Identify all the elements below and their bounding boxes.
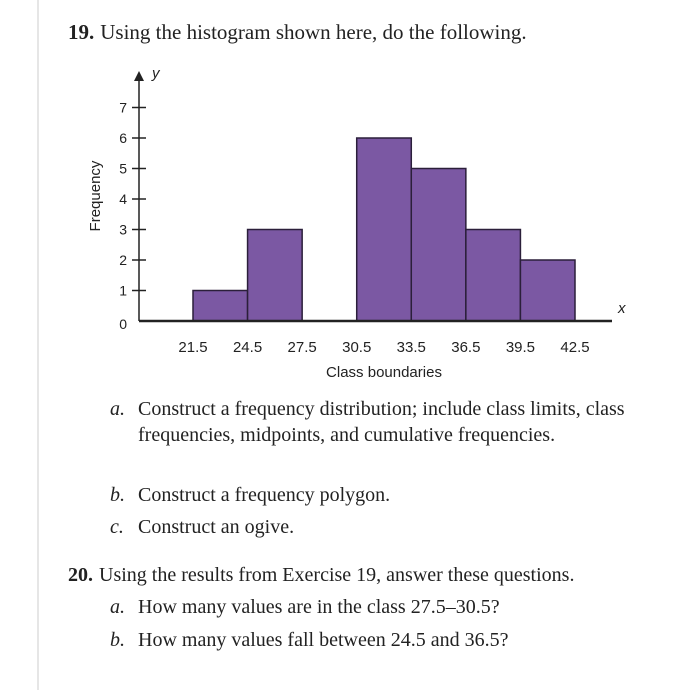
exercise-20-number: 20.	[68, 564, 93, 586]
x-tick-label: 33.5	[396, 339, 426, 356]
part-text: Construct a frequency distribution; include class limits, class frequencies, midpoints, and cumulative frequencies.	[138, 398, 625, 446]
exercise-19-prompt: Using the histogram shown here, do the following.	[100, 20, 527, 44]
part-text: How many values are in the class 27.5–30.5?	[138, 596, 500, 618]
y-tick-label: 6	[119, 130, 127, 146]
x-axis-label: Class boundaries	[326, 364, 442, 381]
x-tick-label: 27.5	[287, 339, 317, 356]
histogram-bar	[248, 230, 303, 322]
y-tick-label: 2	[119, 252, 127, 268]
y-tick-label: 5	[119, 160, 127, 177]
x-axis-symbol: x	[618, 300, 626, 317]
x-tick-label: 39.5	[505, 339, 536, 356]
origin-label: 0	[119, 316, 127, 332]
histogram-bar	[357, 138, 412, 321]
part-text: Construct an ogive.	[138, 516, 295, 538]
x-tick-label: 21.5	[178, 339, 208, 356]
histogram-bar	[193, 291, 248, 322]
part-letter: a.	[110, 596, 125, 618]
y-tick-label: 3	[119, 221, 127, 238]
y-axis-symbol: y	[152, 65, 160, 82]
y-axis-label: Frequency	[87, 160, 104, 232]
x-tick-label: 36.5	[451, 339, 481, 356]
exercise-19-number: 19.	[68, 20, 95, 44]
y-tick-label: 1	[119, 282, 127, 299]
x-tick-label: 42.5	[560, 339, 590, 356]
histogram-bar	[411, 169, 466, 322]
y-tick-label: 7	[119, 99, 127, 116]
part-text: How many values fall between 24.5 and 36.5?	[138, 629, 509, 651]
exercise-20-heading	[68, 563, 574, 587]
exercise-20-prompt: Using the results from Exercise 19, answer these questions.	[99, 564, 575, 586]
x-tick-label: 24.5	[232, 339, 263, 356]
x-tick-label: 30.5	[342, 339, 372, 356]
histogram-bar	[466, 230, 521, 322]
part-letter: c.	[110, 516, 124, 538]
y-tick-label: 4	[119, 191, 127, 207]
part-letter: b.	[110, 484, 125, 506]
part-text: Construct a frequency polygon.	[138, 484, 391, 506]
part-letter: a.	[110, 398, 125, 420]
part-letter: b.	[110, 629, 125, 651]
y-axis-arrow	[134, 71, 144, 81]
histogram-bar	[520, 260, 575, 321]
